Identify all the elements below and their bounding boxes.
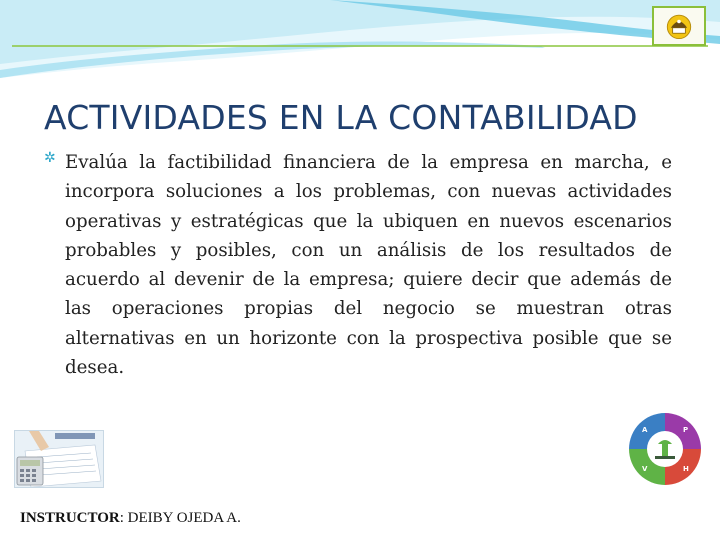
cycle-label-v: V (642, 465, 648, 473)
finance-documents-image (14, 430, 104, 488)
phva-cycle-diagram (622, 408, 708, 490)
institution-logo (652, 6, 706, 46)
cycle-label-a: A (642, 426, 648, 434)
header-wave-decoration (0, 0, 720, 110)
ornate-bullet-icon: ✲ (44, 150, 56, 166)
bullet-body-text: Evalúa la factibilidad financiera de la empresa en marcha, e incorpora soluciones a los problemas, con nuevas actividades operativas y estratégicas que la ubiquen en nuevos escenarios probables y posibles, con un análisis de los resultados de acuerdo al devenir de la empresa; quiere decir que además de las operaciones propias del negocio se muestran otras alternativas en un horizonte con la prospectiva posible que se desea. (65, 152, 672, 379)
cycle-label-p: P (683, 426, 689, 434)
instructor-credit (20, 510, 241, 527)
calculator-documents-icon (15, 431, 103, 487)
instructor-name: : DEIBY OJEDA A. (119, 510, 241, 526)
slide-title: ACTIVIDADES EN LA CONTABILIDAD (44, 98, 638, 137)
logo-emblem-icon (654, 8, 704, 44)
instructor-label: INSTRUCTOR (20, 510, 120, 526)
bullet-paragraph (44, 148, 672, 382)
cycle-label-h: H (683, 465, 689, 473)
